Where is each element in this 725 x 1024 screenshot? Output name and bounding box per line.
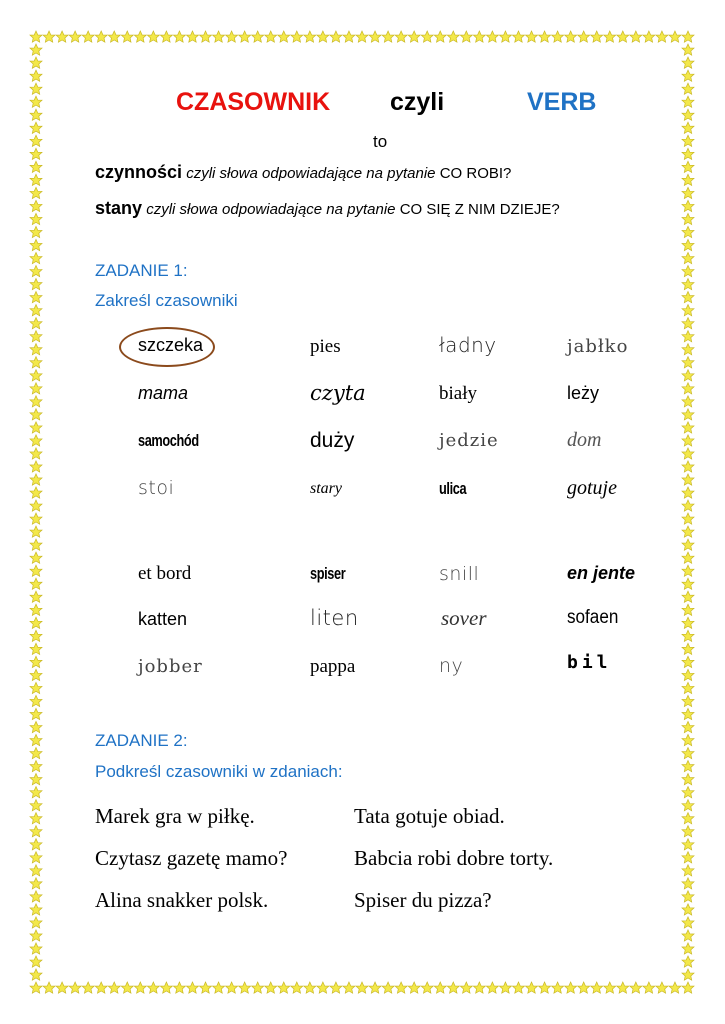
star-icon [669,982,681,993]
star-icon [682,200,694,211]
star-icon [512,31,524,42]
star-icon [30,930,42,941]
word-cell[interactable]: gotuje [567,477,617,499]
sentence[interactable]: Alina snakker polsk. [95,888,269,912]
star-icon [30,305,42,316]
star-icon [682,318,694,329]
star-icon [682,344,694,355]
star-icon [617,31,629,42]
star-icon [682,721,694,732]
star-icon [682,930,694,941]
star-icon [682,187,694,198]
star-icon [682,630,694,641]
star-icon [30,982,42,993]
star-icon [30,969,42,980]
star-icon [291,31,303,42]
star-icon [356,982,368,993]
star-icon [682,383,694,394]
star-icon [682,865,694,876]
star-icon [447,982,459,993]
star-icon [30,331,42,342]
star-icon [682,669,694,680]
star-icon [630,31,642,42]
word-cell[interactable]: stoi [138,477,175,499]
star-icon [682,552,694,563]
star-icon [30,96,42,107]
task2-heading: ZADANIE 2: [95,731,188,750]
star-icon [30,891,42,902]
star-icon [30,630,42,641]
star-icon [134,982,146,993]
star-icon [186,31,198,42]
star-icon [30,57,42,68]
star-icon [682,643,694,654]
star-icon [30,265,42,276]
star-icon [526,982,538,993]
star-icon [682,852,694,863]
star-icon [30,761,42,772]
star-icon [30,422,42,433]
star-icon [121,982,133,993]
sentence[interactable]: Czytasz gazetę mamo? [95,846,288,870]
star-icon [682,539,694,550]
star-icon [69,982,81,993]
star-icon [30,278,42,289]
star-icon [682,695,694,706]
word-cell[interactable]: czyta [310,381,366,405]
star-icon [682,83,694,94]
star-icon [30,591,42,602]
star-icon [682,656,694,667]
star-icon [682,578,694,589]
star-icon [682,787,694,798]
word-cell[interactable]: en jente [567,563,636,583]
definition-question: CO SIĘ Z NIM DZIEJE? [399,201,560,218]
star-icon [682,278,694,289]
star-icon [330,31,342,42]
star-icon [682,305,694,316]
star-icon [617,982,629,993]
star-icon [369,982,381,993]
word-cell[interactable]: et bord [138,563,192,584]
star-icon [682,500,694,511]
star-icon [30,239,42,250]
sentence[interactable]: Babcia robi dobre torty. [354,846,554,870]
star-icon [343,31,355,42]
star-icon [30,226,42,237]
star-icon [56,982,68,993]
word-cell[interactable]: liten [310,606,359,630]
star-icon [656,982,668,993]
star-icon [682,734,694,745]
definition-term: stany [95,198,143,218]
star-icon [682,774,694,785]
star-icon [682,708,694,719]
star-icon [30,552,42,563]
star-icon [226,31,238,42]
sentence[interactable]: Tata gotuje obiad. [354,804,505,828]
star-icon [30,669,42,680]
star-icon [682,591,694,602]
star-icon [30,617,42,628]
star-icon [30,370,42,381]
star-icon [30,813,42,824]
star-icon [30,292,42,303]
star-icon [369,31,381,42]
star-icon [82,31,94,42]
star-icon [682,474,694,485]
star-icon [147,982,159,993]
star-icon [682,122,694,133]
star-icon [499,31,511,42]
star-icon [30,187,42,198]
star-icon [682,448,694,459]
star-icon [682,174,694,185]
definition-stany [95,198,560,219]
title-czasownik: CZASOWNIK [176,88,331,116]
star-icon [30,747,42,758]
star-icon [682,617,694,628]
word-cell[interactable]: sover [441,606,487,630]
star-icon [30,826,42,837]
word-cell[interactable]: ładny [439,333,497,357]
word-cell[interactable]: jobber [138,656,203,677]
star-icon [682,761,694,772]
star-icon [30,122,42,133]
star-icon [30,409,42,420]
star-icon [682,826,694,837]
word-cell[interactable]: leży [567,383,600,403]
star-icon [160,982,172,993]
word-cell[interactable]: ulica [439,479,467,498]
star-icon [226,982,238,993]
star-icon [200,982,212,993]
star-icon [682,148,694,159]
star-icon [30,721,42,732]
star-icon [356,31,368,42]
star-icon [30,200,42,211]
star-icon [486,31,498,42]
star-icon [304,31,316,42]
star-icon [30,474,42,485]
star-icon [30,148,42,159]
sentence[interactable]: Marek gra w piłkę. [95,804,255,828]
star-icon [682,239,694,250]
star-icon [578,982,590,993]
title-czyli: czyli [390,88,445,116]
star-icon [265,982,277,993]
star-icon [30,252,42,263]
star-icon [30,70,42,81]
star-icon [682,956,694,967]
word-cell[interactable]: szczeka [138,335,204,355]
star-icon [173,982,185,993]
star-icon [30,526,42,537]
star-icon [682,357,694,368]
star-icon [43,982,55,993]
star-icon [134,31,146,42]
star-icon [30,956,42,967]
definition-text: czyli słowa odpowiadające na pytanie [186,165,436,182]
star-icon [682,435,694,446]
star-icon [395,982,407,993]
star-icon [30,213,42,224]
star-icon [173,31,185,42]
word-cell[interactable]: jabłko [567,336,629,357]
star-icon [682,982,694,993]
star-icon [252,31,264,42]
task2-instruction: Podkreśl czasowniki w zdaniach: [95,762,343,781]
star-icon [682,422,694,433]
star-icon [643,982,655,993]
star-icon [460,31,472,42]
star-icon [30,865,42,876]
star-icon [30,396,42,407]
star-icon [213,31,225,42]
star-icon [278,31,290,42]
star-icon [682,969,694,980]
star-icon [630,982,642,993]
star-icon [552,31,564,42]
star-icon [408,31,420,42]
definition-czynnosci [95,162,511,183]
star-icon [578,31,590,42]
star-icon [434,982,446,993]
star-icon [304,982,316,993]
star-icon [591,31,603,42]
star-icon [30,565,42,576]
word-cell[interactable]: samochód [138,431,199,450]
star-icon [30,513,42,524]
star-icon [30,852,42,863]
star-icon [95,31,107,42]
star-icon [30,383,42,394]
word-cell[interactable]: duży [310,429,355,452]
star-icon [160,31,172,42]
star-icon [682,226,694,237]
star-icon [30,461,42,472]
word-cell[interactable]: sofaen [567,607,619,628]
star-icon [30,656,42,667]
star-icon [682,292,694,303]
star-icon [30,682,42,693]
definition-term: czynności [95,162,183,182]
sentence[interactable]: Spiser du pizza? [354,888,492,912]
star-icon [473,31,485,42]
star-icon [330,982,342,993]
star-icon [395,31,407,42]
star-icon [30,604,42,615]
star-icon [108,31,120,42]
star-icon [408,982,420,993]
word-cell[interactable]: bil [567,652,612,673]
star-icon [239,31,251,42]
star-icon [30,500,42,511]
subtitle-to: to [373,132,388,151]
star-icon [682,57,694,68]
star-icon [30,539,42,550]
word-cell[interactable]: dom [567,429,602,451]
star-icon [30,174,42,185]
word-cell[interactable]: katten [138,609,188,629]
star-icon [565,31,577,42]
star-icon [30,787,42,798]
star-icon [317,31,329,42]
star-icon [382,31,394,42]
star-icon [43,31,55,42]
star-icon [460,982,472,993]
star-icon [30,695,42,706]
star-icon [30,578,42,589]
star-icon [186,982,198,993]
star-icon [213,982,225,993]
star-icon [147,31,159,42]
star-icon [682,813,694,824]
star-icon [682,565,694,576]
task1-heading: ZADANIE 1: [95,261,188,280]
star-icon [69,31,81,42]
star-icon [252,982,264,993]
word-cell[interactable]: ny [439,655,464,677]
star-icon [682,44,694,55]
star-icon [565,982,577,993]
star-icon [682,70,694,81]
word-cell[interactable]: snill [439,563,480,585]
star-icon [200,31,212,42]
star-icon [526,31,538,42]
star-icon [682,461,694,472]
star-icon [421,31,433,42]
star-icon [30,839,42,850]
star-icon [30,800,42,811]
star-icon [30,878,42,889]
star-icon [121,31,133,42]
star-icon [682,370,694,381]
star-icon [682,409,694,420]
star-icon [447,31,459,42]
star-icon [604,982,616,993]
star-icon [682,109,694,120]
star-icon [108,982,120,993]
star-icon [30,109,42,120]
star-icon [278,982,290,993]
star-icon [434,31,446,42]
star-icon [591,982,603,993]
star-icon [30,31,42,42]
word-cell[interactable]: jedzie [439,430,499,451]
star-icon [682,252,694,263]
star-icon [682,604,694,615]
task1-instruction: Zakreśl czasowniki [95,291,238,310]
star-icon [682,917,694,928]
star-icon [473,982,485,993]
word-cell[interactable]: stary [310,480,342,497]
star-icon [512,982,524,993]
star-icon [421,982,433,993]
star-icon [30,643,42,654]
star-icon [604,31,616,42]
star-icon [682,891,694,902]
word-cell[interactable]: spiser [310,564,346,583]
star-icon [682,943,694,954]
star-icon [682,682,694,693]
star-icon [30,904,42,915]
star-icon [682,800,694,811]
star-icon [682,135,694,146]
star-icon [30,774,42,785]
star-icon [30,917,42,928]
star-icon [30,44,42,55]
star-icon [669,31,681,42]
star-icon [30,161,42,172]
star-icon [552,982,564,993]
star-icon [82,982,94,993]
star-icon [239,982,251,993]
star-icon [539,31,551,42]
title-verb: VERB [527,88,597,116]
star-icon [682,487,694,498]
star-icon [56,31,68,42]
star-icon [682,396,694,407]
star-icon [539,982,551,993]
star-icon [30,344,42,355]
star-icon [682,265,694,276]
star-icon [382,982,394,993]
star-icon [682,904,694,915]
star-icon [682,31,694,42]
star-icon [499,982,511,993]
star-icon [682,213,694,224]
word-cell[interactable]: pies [310,336,341,357]
star-icon [30,435,42,446]
star-icon [30,734,42,745]
word-cell[interactable]: mama [138,383,189,403]
definition-question: CO ROBI? [439,165,512,182]
star-icon [682,878,694,889]
star-icon [682,331,694,342]
star-icon [682,839,694,850]
star-icon [682,96,694,107]
star-icon [682,526,694,537]
star-icon [30,943,42,954]
star-icon [95,982,107,993]
star-icon [30,487,42,498]
star-icon [30,83,42,94]
star-icon [682,513,694,524]
star-icon [343,982,355,993]
definition-text: czyli słowa odpowiadające na pytanie [146,201,396,218]
star-icon [30,357,42,368]
star-icon [265,31,277,42]
star-icon [682,747,694,758]
star-icon [682,161,694,172]
star-icon [643,31,655,42]
star-icon [30,708,42,719]
star-icon [486,982,498,993]
word-cell[interactable]: biały [439,383,477,404]
star-icon [317,982,329,993]
star-icon [30,318,42,329]
star-icon [656,31,668,42]
star-icon [30,448,42,459]
star-icon [291,982,303,993]
word-cell[interactable]: pappa [310,656,356,677]
star-icon [30,135,42,146]
